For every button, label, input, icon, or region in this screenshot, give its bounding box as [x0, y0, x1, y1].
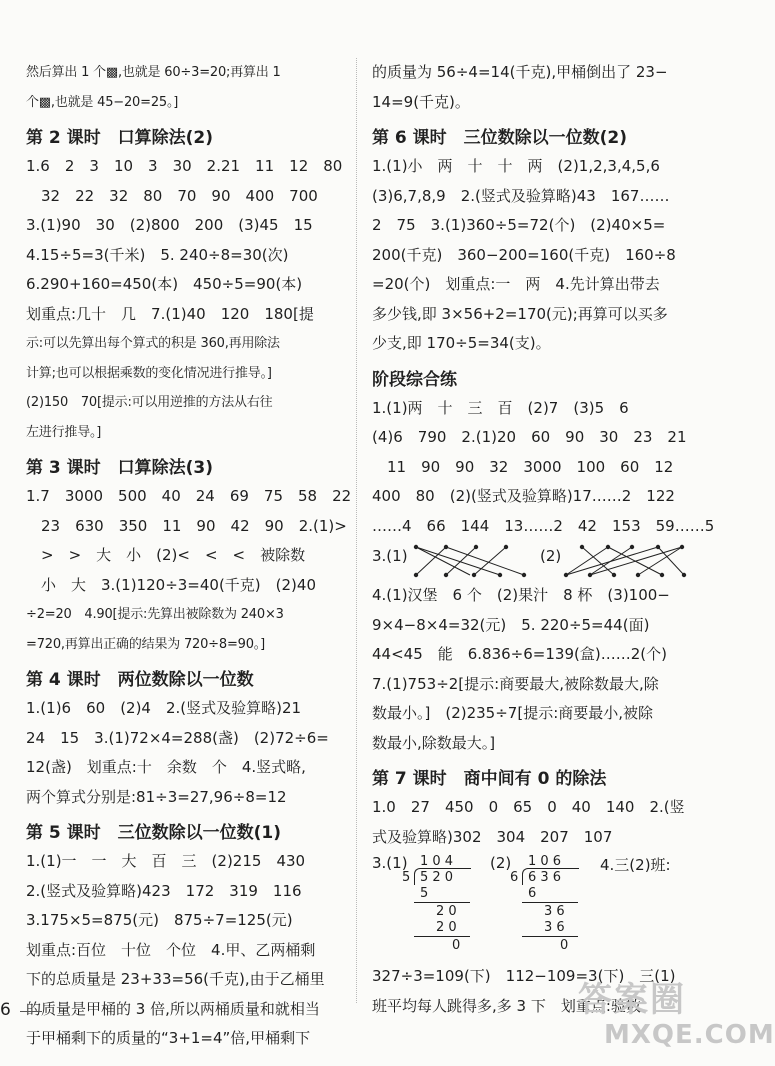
answer-line: > > 大 小 (2)< < < 被除数 [26, 546, 306, 564]
q3-label-2: (2) [540, 547, 562, 565]
answer-line: 多少钱,即 3×56+2=170(元);再算可以买多 [372, 304, 668, 323]
answer-line: 2 75 3.(1)360÷5=72(个) (2)40×5= [372, 216, 666, 234]
answer-line: =720,再算出正确的结果为 720÷8=90。] [26, 636, 265, 652]
step-1a: 5 [420, 886, 429, 901]
step-1b: 2 0 [436, 904, 457, 919]
answer-line: 的质量是甲桶的 3 倍,所以两桶质量和就相当 [26, 999, 320, 1018]
step-2a: 6 [528, 886, 537, 901]
answer-line: 4.(1)汉堡 6 个 (2)果汁 8 杯 (3)100− [372, 586, 670, 604]
step-1d: 0 [452, 938, 461, 953]
answer-line: 2.(竖式及验算略)423 172 319 116 [26, 881, 302, 900]
section-heading: 第 5 课时 三位数除以一位数(1) [26, 823, 282, 843]
q4-label: 4.三(2)班: [600, 856, 671, 874]
answer-line: 6.290+160=450(本) 450÷5=90(本) [26, 275, 303, 293]
answer-line: ……4 66 144 13……2 42 153 59……5 [372, 516, 715, 535]
answer-line: 班平均每人跳得多,多 3 下 划重点:验数 [372, 996, 641, 1015]
matching-lines-2 [562, 541, 690, 581]
divisor-1: 5 [402, 870, 411, 885]
answer-line: 4.15÷5=3(千米) 5. 240÷8=30(次) [26, 245, 289, 264]
left-column [26, 58, 352, 1054]
long-division-block [372, 852, 690, 962]
answer-line: 3.(1)90 30 (2)800 200 (3)45 15 [26, 216, 313, 234]
answer-line: 9×4−8×4=32(元) 5. 220÷5=44(面) [372, 615, 650, 634]
answer-line: 14=9(千克)。 [372, 92, 470, 111]
answer-line: 11 90 90 32 3000 100 60 12 [372, 457, 674, 476]
answer-line: 数最小,除数最大。] [372, 733, 496, 752]
answer-line: (3)6,7,8,9 2.(竖式及验算略)43 167…… [372, 186, 670, 205]
q3-label-2: (2) [490, 854, 512, 872]
answer-line: 400 80 (2)(竖式及验算略)17……2 122 [372, 487, 675, 505]
answer-line: =20(个) 划重点:一 两 4.先计算出带去 [372, 275, 660, 293]
watermark-logo: 答案圈 [578, 980, 686, 1020]
answer-line: 示:可以先算出每个算式的积是 360,再用除法 [26, 336, 280, 351]
page-number: 6 [0, 1000, 11, 1020]
answer-line: 计算;也可以根据乘数的变化情况进行推导。] [26, 365, 272, 381]
section-heading: 第 3 课时 口算除法(3) [26, 458, 214, 478]
section-heading: 第 7 课时 商中间有 0 的除法 [372, 769, 607, 789]
page-number-rule [20, 1011, 42, 1012]
answer-line: 44<45 能 6.836÷6=139(盒)……2(个) [372, 645, 667, 663]
answer-line: 少支,即 170÷5=34(支)。 [372, 334, 551, 352]
step-1c: 2 0 [436, 920, 457, 935]
answer-line: 划重点:几十 几 7.(1)40 120 180[提 [26, 304, 314, 323]
section-heading: 第 6 课时 三位数除以一位数(2) [372, 128, 628, 148]
answer-line: 然后算出 1 个▩,也就是 60÷3=20;再算出 1 [26, 65, 281, 80]
right-column [372, 58, 715, 1021]
answer-line: 32 22 32 80 70 90 400 700 [26, 186, 318, 205]
q3-label-1: 3.(1) [372, 547, 408, 565]
answer-line: 式及验算略)302 304 207 107 [372, 827, 613, 846]
answer-line: 下的总质量是 23+33=56(千克),由于乙桶里 [26, 970, 325, 988]
answer-line: 的质量为 56÷4=14(千克),甲桶倒出了 23− [372, 63, 668, 81]
section-heading: 阶段综合练 [372, 369, 457, 390]
answer-line: (4)6 790 2.(1)20 60 90 30 23 21 [372, 428, 687, 446]
answer-line: 200(千克) 360−200=160(千克) 160÷8 [372, 245, 676, 264]
answer-line: 7.(1)753÷2[提示:商要最大,被除数最大,除 [372, 674, 659, 693]
answer-line: ÷2=20 4.90[提示:先算出被除数为 240×3 [26, 607, 284, 622]
section-heading: 第 2 课时 口算除法(2) [26, 128, 214, 148]
quotient-1: 1 0 4 [420, 854, 454, 869]
divisor-2: 6 [510, 870, 519, 885]
answer-line: 数最小。] (2)235÷7[提示:商要最小,被除 [372, 704, 654, 722]
answer-line: 1.(1)两 十 三 百 (2)7 (3)5 6 [372, 398, 629, 417]
answer-line: 于甲桶剩下的质量的“3+1=4”倍,甲桶剩下 [26, 1029, 311, 1047]
step-2d: 0 [560, 938, 569, 953]
matching-lines-1 [412, 541, 532, 581]
answer-line: (2)150 70[提示:可以用逆推的方法从右往 [26, 395, 273, 410]
answer-line: 12(盏) 划重点:十 余数 个 4.竖式略, [26, 758, 306, 776]
q3-label: 3.(1) [372, 854, 408, 872]
answer-line: 1.0 27 450 0 65 0 40 140 2.(竖 [372, 798, 685, 816]
step-2b: 3 6 [544, 904, 565, 919]
answer-line: 3.175×5=875(元) 875÷7=125(元) [26, 911, 293, 929]
answer-line: 左进行推导。] [26, 424, 102, 440]
answer-line: 24 15 3.(1)72×4=288(盏) (2)72÷6= [26, 728, 329, 747]
section-heading: 第 4 课时 两位数除以一位数 [26, 670, 254, 690]
answer-line: 两个算式分别是:81÷3=27,96÷8=12 [26, 787, 287, 806]
answer-line: 划重点:百位 十位 个位 4.甲、乙两桶剩 [26, 940, 316, 959]
quotient-2: 1 0 6 [528, 854, 562, 869]
column-divider [356, 58, 357, 1003]
answer-line: 1.(1)6 60 (2)4 2.(竖式及验算略)21 [26, 699, 302, 717]
answer-line: 个▩,也就是 45−20=25。] [26, 94, 179, 110]
matching-diagram [372, 541, 690, 581]
answer-line: 1.7 3000 500 40 24 69 75 58 22 [26, 487, 352, 505]
answer-line: 1.(1)一 一 大 百 三 (2)215 430 [26, 852, 306, 870]
answer-line: 1.6 2 3 10 3 30 2.21 11 12 80 [26, 157, 343, 175]
dividend-2: 6 3 6 [528, 870, 562, 885]
answer-line: 1.(1)小 两 十 十 两 (2)1,2,3,4,5,6 [372, 157, 660, 175]
answer-line: 327÷3=109(下) 112−109=3(下) 三(1) [372, 967, 676, 985]
dividend-1: 5 2 0 [420, 870, 454, 885]
answer-line: 23 630 350 11 90 42 90 2.(1)> [26, 516, 347, 535]
step-2c: 3 6 [544, 920, 565, 935]
watermark-url: MXQE.COM [604, 1020, 775, 1050]
answer-line: 小 大 3.(1)120÷3=40(千克) (2)40 [26, 575, 316, 594]
